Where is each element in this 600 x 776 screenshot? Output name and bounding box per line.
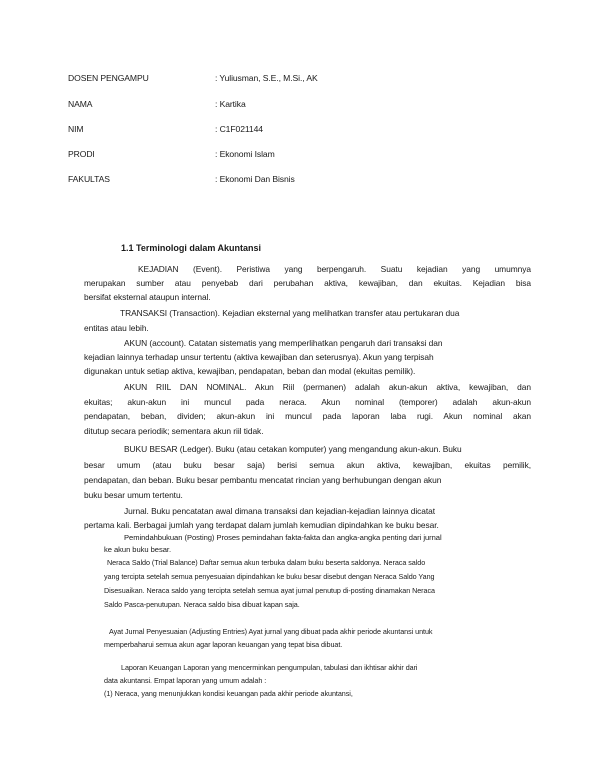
paragraph-line: Disesuaikan. Neraca saldo yang tercipta setelah semua ayat jurnal penutup di-posting dinamakan Neraca bbox=[104, 586, 435, 595]
paragraph-line: AKUN RIIL DAN NOMINAL. Akun Riil (permanen) adalah akun-akun aktiva, kewajiban, dan bbox=[124, 382, 531, 392]
paragraph-line: ke akun buku besar. bbox=[104, 545, 172, 554]
paragraph-line: TRANSAKSI (Transaction). Kejadian eksternal yang melihatkan transfer atau pertukaran dua bbox=[120, 308, 460, 318]
paragraph-line: memperbaharui semua akun agar laporan keuangan yang tepat bisa dibuat. bbox=[104, 640, 343, 649]
identity-value: : C1F021144 bbox=[215, 124, 263, 134]
paragraph-line: Saldo Pasca-penutupan. Neraca saldo bisa dibuat kapan saja. bbox=[104, 600, 300, 609]
identity-value: : Ekonomi Islam bbox=[215, 149, 275, 159]
paragraph-line: Ayat Jurnal Penyesuaian (Adjusting Entries) Ayat jurnal yang dibuat pada akhir periode akuntansi untuk bbox=[109, 627, 433, 636]
identity-value: : Kartika bbox=[215, 99, 246, 109]
paragraph-line: Neraca Saldo (Trial Balance) Daftar semua akun terbuka dalam buku beserta saldonya. Neraca saldo bbox=[107, 558, 426, 567]
paragraph-line: yang tercipta setelah semua penyesuaian dipindahkan ke buku besar disebut dengan Neraca Saldo Yang bbox=[104, 572, 435, 581]
paragraph-line: ditutup secara periodik; sementara akun riil tidak. bbox=[84, 426, 264, 436]
paragraph-line: KEJADIAN (Event). Peristiwa yang berpengaruh. Suatu kejadian yang umumnya bbox=[138, 264, 531, 274]
paragraph-line: entitas atau lebih. bbox=[84, 323, 149, 333]
identity-value: : Yuliusman, S.E., M.Si., AK bbox=[215, 73, 318, 83]
section-title: 1.1 Terminologi dalam Akuntansi bbox=[121, 243, 262, 253]
paragraph-line: ekuitas; akun-akun ini muncul pada neraca. Akun nominal (temporer) adalah akun-akun bbox=[84, 397, 531, 407]
paragraph-line: besar umum (atau buku besar saja) berisi semua akun aktiva, kewajiban, ekuitas pemilik, bbox=[84, 460, 531, 470]
identity-label: NAMA bbox=[68, 99, 93, 109]
paragraph-line: data akuntansi. Empat laporan yang umum adalah : bbox=[104, 676, 267, 685]
identity-label: NIM bbox=[68, 124, 84, 134]
paragraph-line: pendapatan, beban, dividen; akun-akun ini muncul pada laporan laba rugi. Akun nominal akan bbox=[84, 411, 531, 421]
identity-label: DOSEN PENGAMPU bbox=[68, 73, 149, 83]
paragraph-line: bersifat eksternal ataupun internal. bbox=[84, 292, 211, 302]
paragraph-line: BUKU BESAR (Ledger). Buku (atau cetakan komputer) yang mengandung akun-akun. Buku bbox=[124, 444, 462, 454]
paragraph-line: merupakan sumber atau penyebab dari perubahan aktiva, kewajiban, dan ekuitas. Kejadian bisa bbox=[84, 278, 531, 288]
paragraph-line: pendapatan, dan beban. Buku besar pembantu mencatat rincian yang berhubungan dengan akun bbox=[84, 475, 442, 485]
paragraph-line: buku besar umum tertentu. bbox=[84, 490, 183, 500]
paragraph-line: Jurnal. Buku pencatatan awal dimana transaksi dan kejadian-kejadian lainnya dicatat bbox=[124, 506, 436, 516]
paragraph-line: kejadian lainnya terhadap unsur tertentu (aktiva kewajiban dan seterusnya). Akun yang terpisah bbox=[84, 352, 434, 362]
identity-label: PRODI bbox=[68, 149, 95, 159]
paragraph-line: (1) Neraca, yang menunjukkan kondisi keuangan pada akhir periode akuntansi, bbox=[104, 689, 353, 698]
paragraph-line: digunakan untuk setiap aktiva, kewajiban, pendapatan, beban dan modal (ekuitas pemilik). bbox=[84, 366, 416, 376]
paragraph-line: AKUN (account). Catatan sistematis yang memperlihatkan pengaruh dari transaksi dan bbox=[124, 338, 443, 348]
paragraph-line: pertama kali. Berbagai jumlah yang terdapat dalam jumlah kemudian dipindahkan ke buku besar. bbox=[84, 520, 439, 530]
paragraph-line: Pemindahbukuan (Posting) Proses pemindahan fakta-fakta dan angka-angka penting dari jurnal bbox=[124, 533, 442, 542]
identity-label: FAKULTAS bbox=[68, 174, 110, 184]
identity-value: : Ekonomi Dan Bisnis bbox=[215, 174, 295, 184]
paragraph-line: Laporan Keuangan Laporan yang mencerminkan pengumpulan, tabulasi dan ikhtisar akhir dari bbox=[121, 663, 418, 672]
